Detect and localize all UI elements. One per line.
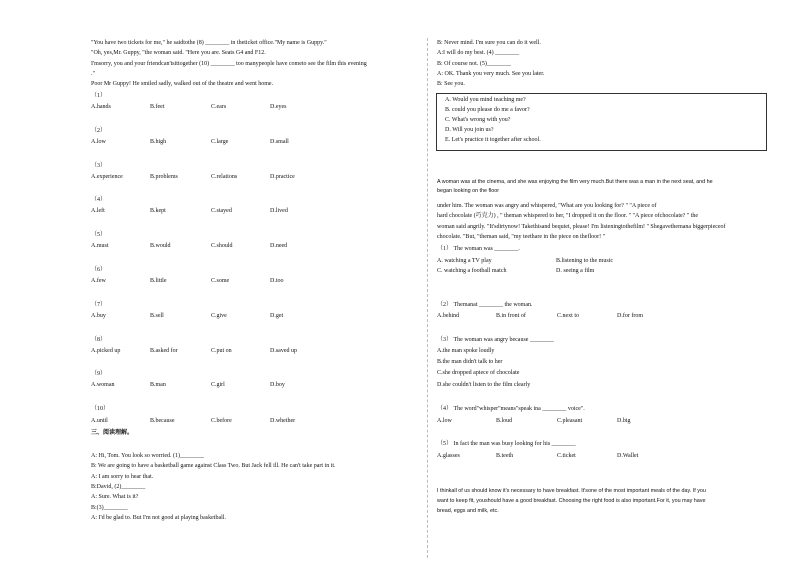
option-c: C. watching a football match xyxy=(437,268,507,274)
option-d: D.whether xyxy=(270,418,296,424)
option-a: A.picked up xyxy=(91,348,121,354)
dialogue-line: B: See you. xyxy=(437,81,465,87)
option-c: C.relations xyxy=(211,174,238,180)
option-a: A.glasses xyxy=(437,453,460,459)
option-d: D.small xyxy=(270,139,289,145)
question-stem: （4） The word"whisper"means"speak ina ________ voice". xyxy=(437,406,585,412)
passage-line: ." xyxy=(91,71,95,77)
question-stem: （3） The woman was angry because ________ xyxy=(437,337,554,343)
option-b: B.the man didn't talk to her xyxy=(437,359,503,365)
option-a: A.left xyxy=(91,208,105,214)
dialogue-line: A:I will do my best. (4) ________ xyxy=(437,50,520,56)
question-number: （8） xyxy=(91,337,107,343)
passage-line: bread, eggs and milk, etc. xyxy=(437,508,499,514)
option-b: B.listening to the music xyxy=(556,258,613,264)
option-b: B.asked for xyxy=(150,348,178,354)
option-c: C.she dropped apiece of chocolate xyxy=(437,370,520,376)
option-c: C.before xyxy=(211,418,232,424)
option-c: C.give xyxy=(211,313,227,319)
option-c: C.next to xyxy=(557,313,579,319)
option-d: D.need xyxy=(270,243,288,249)
dialogue-line: A: Hi, Tom. You look so worried. (1)________ xyxy=(91,453,204,459)
option-c: C.large xyxy=(211,139,229,145)
dialogue-line: A: Sure. What is it? xyxy=(91,494,139,500)
passage-line: hard chocolate (巧克力) , " theman whispered to her, "I dropped it on the floor. " "A piece ofchocolate? " the xyxy=(437,213,699,219)
question-number: （2） xyxy=(91,128,107,134)
passage-line: began looking on the floor xyxy=(437,188,500,194)
box-option: A. Would you mind teaching me? xyxy=(445,97,526,103)
dialogue-line: B: Of course not. (5)________ xyxy=(437,61,511,67)
option-d: D.for from xyxy=(617,313,643,319)
passage-line: chocolate. "But, "theman said, "my teethare in the piece on thefloor! " xyxy=(437,234,606,240)
option-c: C.should xyxy=(211,243,233,249)
passage-line: "Oh, yes,Mr. Guppy, "the woman said. "Here you are. Seats G4 and F12. xyxy=(91,50,266,56)
option-d: D.Wallet xyxy=(617,453,639,459)
option-b: B.feet xyxy=(150,104,165,110)
question-stem: （2） Themanat ________ the woman. xyxy=(437,302,533,308)
question-number: （7） xyxy=(91,302,107,308)
section-heading: 三、阅读理解。 xyxy=(91,430,134,436)
option-d: D.get xyxy=(270,313,284,319)
option-a: A.the man spoke loudly xyxy=(437,348,495,354)
option-b: B.sell xyxy=(150,313,164,319)
passage-line: woman said angrily. "It'sdirtynow! Takethisand bequiet, please! I'm listeningtothefilm! " Shegavethemana biggerpieceof xyxy=(437,224,726,230)
dialogue-line: B:(3)________ xyxy=(91,505,128,511)
option-b: B.loud xyxy=(496,418,513,424)
option-d: D.eyes xyxy=(270,104,287,110)
option-a: A.buy xyxy=(91,313,106,319)
option-d: D.practice xyxy=(270,174,295,180)
option-a: A.experience xyxy=(91,174,123,180)
option-d: D. seeing a film xyxy=(556,268,595,274)
option-d: D.too xyxy=(270,278,284,284)
passage-line: I thinkall of us should know it's necessary to have breakfast. It'sone of the most important meals of the day. If you xyxy=(437,488,706,494)
question-number: （4） xyxy=(91,197,107,203)
option-a: A.behind xyxy=(437,313,460,319)
option-a: A.hands xyxy=(91,104,111,110)
option-d: D.she couldn't listen to the film clearly xyxy=(437,382,531,388)
option-d: D.lived xyxy=(270,208,288,214)
dialogue-line: B:David, (2)________ xyxy=(91,484,146,490)
passage-line: A woman was at the cinema, and she was enjoying the film very much.But there was a man in the next seat, and he xyxy=(437,179,713,185)
option-a: A.must xyxy=(91,243,109,249)
option-b: B.teeth xyxy=(496,453,514,459)
option-d: D.saved up xyxy=(270,348,297,354)
dialogue-line: A: I'd be glad to. But I'm not good at playing basketball. xyxy=(91,515,226,521)
question-stem: （5） In fact the man was busy looking for his ________ xyxy=(437,441,576,447)
dialogue-line: A: OK. Thank you very much. See you later. xyxy=(437,71,545,77)
question-number: （1） xyxy=(91,93,107,99)
box-option: D. Will you join us? xyxy=(445,127,494,133)
question-stem: （1） The woman was ________. xyxy=(437,246,520,252)
option-b: B.kept xyxy=(150,208,166,214)
passage-line: "You have two tickets for me," he saidtothe (8) ________ in theticket office."My name is Guppy." xyxy=(91,40,327,46)
option-c: C.stayed xyxy=(211,208,232,214)
option-b: B.would xyxy=(150,243,171,249)
option-c: C.put on xyxy=(211,348,232,354)
option-a: A. watching a TV play xyxy=(437,258,492,264)
option-d: D.boy xyxy=(270,382,285,388)
option-a: A.few xyxy=(91,278,106,284)
option-a: A.low xyxy=(437,418,452,424)
question-number: （9） xyxy=(91,371,107,377)
option-a: A.low xyxy=(91,139,106,145)
question-number: （3） xyxy=(91,163,107,169)
option-b: B.man xyxy=(150,382,166,388)
option-a: A.until xyxy=(91,418,108,424)
passage-line: want to keep fit, youshould have a good breakfast. Choosing the right food is also important.For it, you may have xyxy=(437,498,706,504)
option-b: B.problems xyxy=(150,174,178,180)
option-b: B.high xyxy=(150,139,167,145)
question-number: （5） xyxy=(91,232,107,238)
option-b: B.in front of xyxy=(496,313,526,319)
option-b: B.because xyxy=(150,418,175,424)
option-b: B.little xyxy=(150,278,167,284)
question-number: （6） xyxy=(91,267,107,273)
box-option: B. could you please do me a favor? xyxy=(445,107,530,113)
passage-line: under him. The woman was angry and whispered, "What are you looking for? " "A piece of xyxy=(437,203,657,209)
dialogue-line: A: I am sorry to hear that. xyxy=(91,474,154,480)
box-option: E. Let's practice it together after school. xyxy=(445,137,541,143)
box-option: C. What's wrong with you? xyxy=(445,117,511,123)
option-c: C.some xyxy=(211,278,230,284)
column-divider xyxy=(427,38,428,558)
question-number: （10） xyxy=(91,406,110,412)
passage-line: Poor Mr Guppy! He smiled sadly, walked out of the theatre and went home. xyxy=(91,81,274,87)
option-d: D.big xyxy=(617,418,631,424)
option-c: C.ticket xyxy=(557,453,576,459)
dialogue-line: B: We are going to have a basketball game against Class Two. But Jack fell ill. He can't take part in it. xyxy=(91,463,336,469)
option-c: C.pleasant xyxy=(557,418,583,424)
option-c: C.ears xyxy=(211,104,227,110)
option-c: C.girl xyxy=(211,382,225,388)
option-a: A.woman xyxy=(91,382,115,388)
dialogue-line: B: Never mind. I'm sure you can do it well. xyxy=(437,40,541,46)
passage-line: I'msorry, you and your friendcan'tsittogether (10) ________ too manypeople have cometo see the film this evening xyxy=(91,61,367,67)
